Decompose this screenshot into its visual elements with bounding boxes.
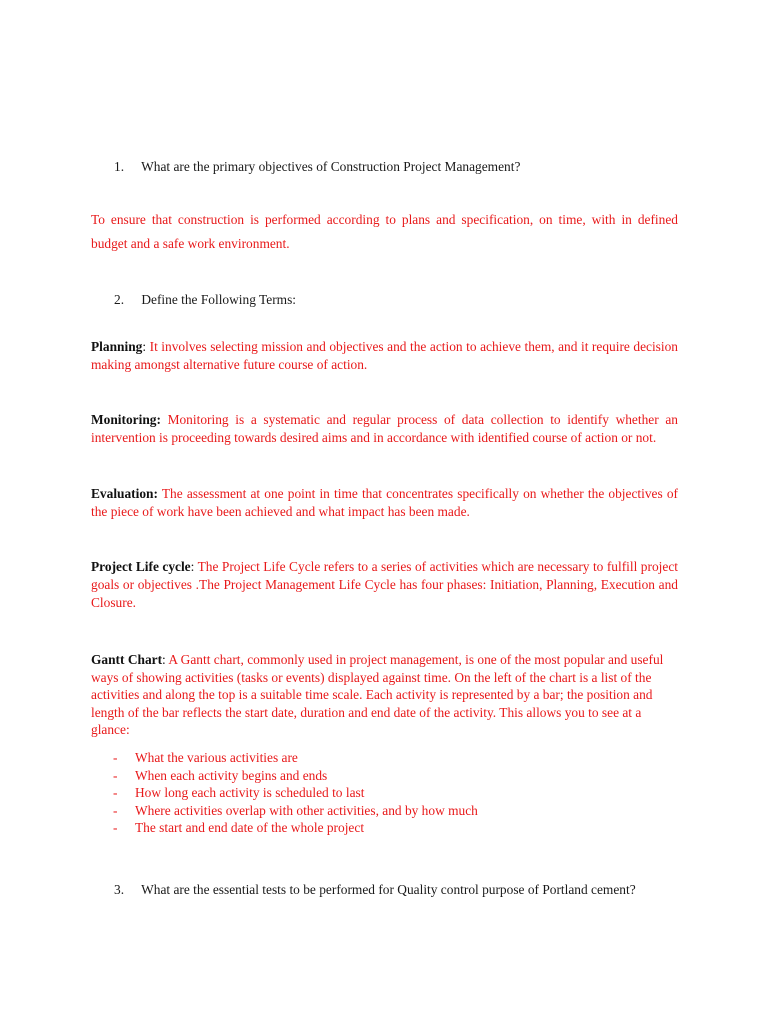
question-number: 3.: [114, 882, 125, 897]
list-item: [113, 749, 478, 767]
question-number: 2.: [114, 292, 125, 307]
answer-1: To ensure that construction is performed according to plans and specification, on time, with in defined budget and a safe work environment.: [91, 212, 678, 251]
question-text: What are the essential tests to be performed for Quality control purpose of Portland cement?: [141, 882, 636, 897]
definition-planning: [91, 338, 678, 374]
definition-text: A Gantt chart, commonly used in project management, is one of the most popular and useful ways of showing activities (tasks or events) displayed against time. On the left of the chart is a list of the activities and along the top is a suitable time scale. Each activity is represented by a bar; the position and length of the bar reflects the start date, duration and end date of the activity. This allows you to see at a glance:: [91, 652, 664, 738]
question-3: [114, 882, 636, 898]
list-item: [113, 784, 478, 802]
definition-text: Monitoring is a systematic and regular process of data collection to identify whether an intervention is proceeding towards desired aims and in accordance with identified course of action or not.: [91, 412, 678, 445]
definition-monitoring: [91, 411, 678, 447]
definition-evaluation: [91, 485, 678, 521]
list-item: [113, 802, 478, 820]
list-item: [113, 767, 478, 785]
question-number: 1.: [114, 159, 125, 174]
gantt-bullet-list: [113, 749, 478, 837]
question-2: [114, 292, 296, 308]
definition-term: Monitoring:: [91, 412, 161, 427]
definition-separator: :: [190, 559, 198, 574]
definition-gantt-chart: [91, 651, 681, 739]
bullet-dash: -: [113, 750, 118, 765]
bullet-text: What the various activities are: [135, 750, 298, 765]
question-text: What are the primary objectives of Construction Project Management?: [141, 159, 521, 174]
question-1: [114, 159, 520, 175]
definition-term: Planning: [91, 339, 143, 354]
bullet-text: The start and end date of the whole project: [135, 820, 365, 836]
bullet-dash: -: [113, 767, 118, 783]
bullet-dash: -: [113, 802, 118, 818]
definition-term: Evaluation:: [91, 486, 158, 501]
list-item: [113, 819, 478, 837]
definition-term: Project Life cycle: [91, 559, 191, 574]
definition-separator: [161, 412, 168, 427]
definition-text: The Project Life Cycle refers to a series of activities which are necessary to fulfill project goals or objectives .The Project Management Life Cycle has four phases: Initiation, Planning, Execution and Closure.: [91, 559, 678, 610]
definition-separator: :: [162, 652, 169, 667]
bullet-text: How long each activity is scheduled to last: [135, 785, 365, 801]
question-text: Define the Following Terms:: [141, 292, 297, 307]
definition-term: Gantt Chart: [91, 652, 163, 667]
bullet-text: When each activity begins and ends: [135, 767, 328, 783]
bullet-dash: -: [113, 820, 118, 836]
definition-text: The assessment at one point in time that concentrates specifically on whether the objectives of the piece of work have been achieved and what impact has been made.: [91, 486, 678, 519]
definition-project-life-cycle: [91, 558, 678, 612]
definition-separator: :: [142, 339, 150, 354]
bullet-dash: -: [113, 785, 118, 801]
definition-text: It involves selecting mission and objectives and the action to achieve them, and it require decision making amongst alternative future course of action.: [91, 339, 678, 372]
bullet-text: Where activities overlap with other activities, and by how much: [135, 802, 478, 818]
